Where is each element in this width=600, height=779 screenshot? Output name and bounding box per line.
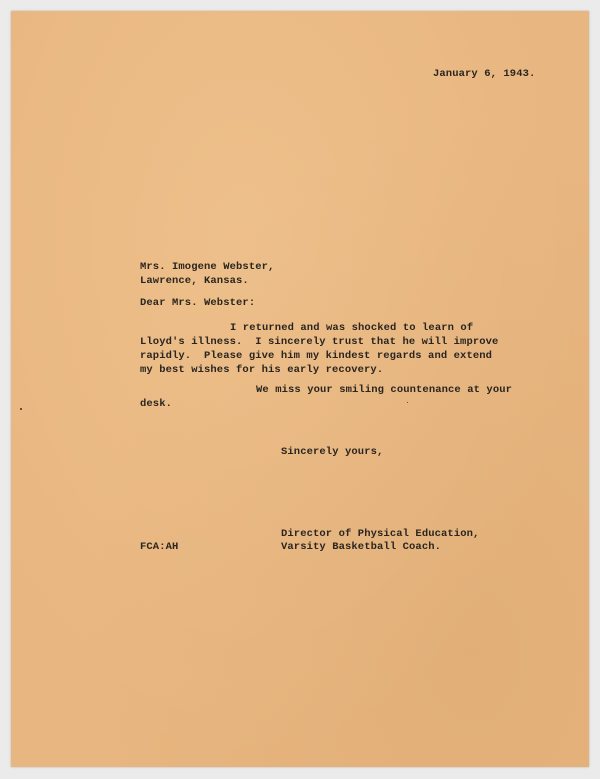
closing: Sincerely yours,	[281, 446, 384, 458]
body-paragraph-2-line: desk.	[140, 398, 173, 410]
paper-speck	[407, 402, 408, 403]
signature-title-2: Varsity Basketball Coach.	[281, 541, 442, 553]
signature-title-1: Director of Physical Education,	[281, 528, 480, 540]
typist-initials: FCA:AH	[140, 541, 179, 553]
recipient-city: Lawrence, Kansas.	[140, 275, 249, 287]
body-paragraph-1-line: Lloyd's illness. I sincerely trust that he will improve	[140, 336, 499, 348]
body-paragraph-2-line: We miss your smiling countenance at your	[256, 384, 513, 396]
paper-speck	[20, 408, 22, 410]
body-paragraph-1-line: my best wishes for his early recovery.	[140, 364, 384, 376]
body-paragraph-1-line: I returned and was shocked to learn of	[230, 322, 474, 334]
body-paragraph-1-line: rapidly. Please give him my kindest regards and extend	[140, 350, 493, 362]
salutation: Dear Mrs. Webster:	[140, 297, 256, 309]
recipient-name: Mrs. Imogene Webster,	[140, 261, 275, 273]
letter-date: January 6, 1943.	[433, 68, 536, 80]
